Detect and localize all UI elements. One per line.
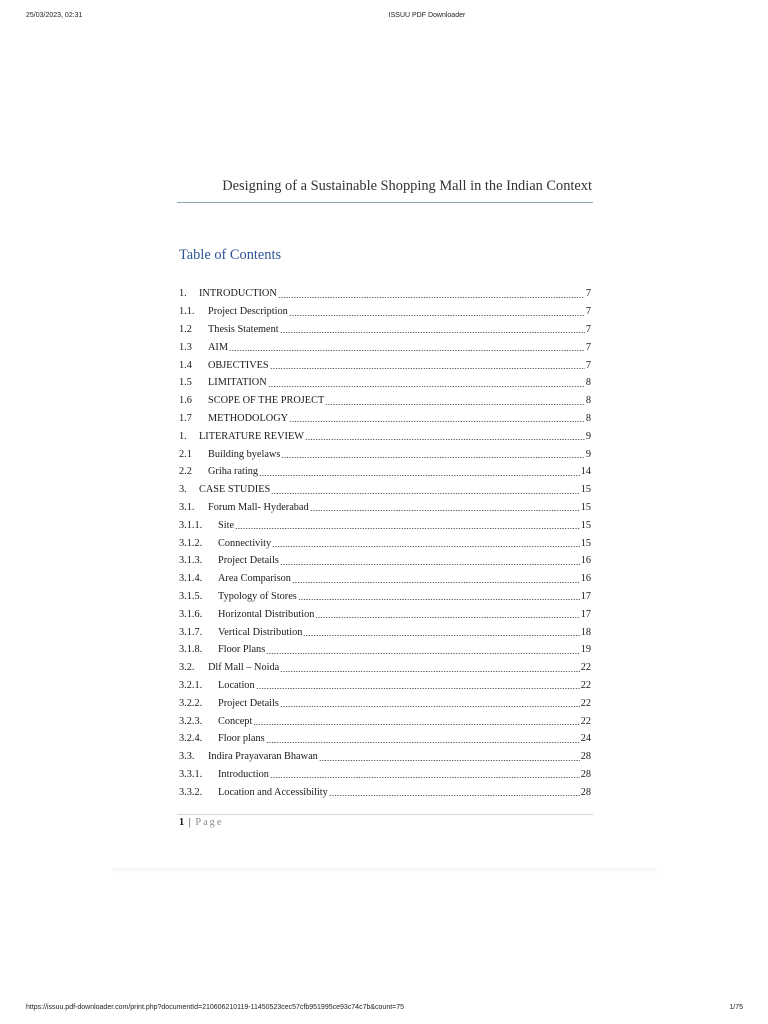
toc-entry-label: Project Details bbox=[218, 697, 279, 709]
toc-dot-leader bbox=[315, 610, 579, 620]
toc-dot-leader bbox=[266, 646, 580, 656]
toc-dot-leader bbox=[229, 343, 585, 353]
toc-entry-number: 3.1.4. bbox=[179, 573, 203, 585]
toc-entry-page: 9 bbox=[585, 430, 591, 442]
toc-entry-number: 3.2.2. bbox=[179, 697, 203, 709]
toc-entry-page: 15 bbox=[580, 537, 591, 549]
toc-entry[interactable] bbox=[179, 552, 591, 570]
toc-entry[interactable] bbox=[179, 285, 591, 303]
toc-entry[interactable] bbox=[179, 356, 591, 374]
toc-entry[interactable] bbox=[179, 712, 591, 730]
toc-entry-number: 3.1.1. bbox=[179, 519, 203, 531]
toc-entry[interactable] bbox=[179, 410, 591, 428]
table-of-contents bbox=[179, 285, 591, 801]
toc-entry[interactable] bbox=[179, 303, 591, 321]
print-url: https://issuu.pdf-downloader.com/print.php?documentId=210606210119-11450523cec57cfb951995ce93c74c7b&count=75 bbox=[26, 1004, 405, 1011]
toc-entry-number: 1.5 bbox=[179, 377, 192, 389]
toc-entry[interactable] bbox=[179, 463, 591, 481]
toc-entry-label: Area Comparison bbox=[218, 573, 291, 585]
toc-dot-leader bbox=[305, 432, 585, 442]
print-page-count: 1/75 bbox=[729, 1004, 743, 1011]
toc-dot-leader bbox=[325, 397, 585, 407]
toc-entry-page: 7 bbox=[585, 306, 591, 318]
toc-entry-page: 22 bbox=[580, 715, 591, 727]
toc-entry[interactable] bbox=[179, 641, 591, 659]
toc-entry-label: Site bbox=[218, 519, 235, 531]
toc-dot-leader bbox=[289, 308, 585, 318]
toc-entry-number: 1.4 bbox=[179, 359, 192, 371]
toc-entry-label: Building byelaws bbox=[208, 448, 281, 460]
toc-entry-page: 22 bbox=[580, 697, 591, 709]
toc-entry-label: INTRODUCTION bbox=[199, 288, 277, 300]
toc-dot-leader bbox=[281, 450, 584, 460]
toc-entry-number: 3.3.1. bbox=[179, 768, 203, 780]
toc-entry[interactable] bbox=[179, 445, 591, 463]
toc-entry-number: 2.1 bbox=[179, 448, 192, 460]
toc-entry-label: Location bbox=[218, 679, 255, 691]
toc-entry-label: Horizontal Distribution bbox=[218, 608, 315, 620]
toc-entry-number: 3.2.1. bbox=[179, 679, 203, 691]
toc-dot-leader bbox=[259, 468, 580, 478]
toc-dot-leader bbox=[278, 290, 585, 300]
toc-entry-page: 17 bbox=[580, 608, 591, 620]
toc-entry-page: 8 bbox=[585, 377, 591, 389]
toc-entry-number: 3.1.7. bbox=[179, 626, 203, 638]
toc-entry-label: Vertical Distribution bbox=[218, 626, 303, 638]
document-title: Designing of a Sustainable Shopping Mall in the Indian Context bbox=[222, 178, 592, 194]
toc-entry-number: 3.1.8. bbox=[179, 644, 203, 656]
title-divider bbox=[177, 202, 593, 203]
toc-entry-label: Indira Prayavaran Bhawan bbox=[208, 751, 318, 763]
toc-dot-leader bbox=[303, 628, 579, 638]
toc-dot-leader bbox=[280, 664, 579, 674]
toc-entry[interactable] bbox=[179, 534, 591, 552]
toc-entry[interactable] bbox=[179, 783, 591, 801]
toc-entry-number: 3.3.2. bbox=[179, 786, 203, 798]
toc-entry-number: 3.1. bbox=[179, 501, 195, 513]
toc-dot-leader bbox=[256, 681, 580, 691]
toc-entry[interactable] bbox=[179, 730, 591, 748]
toc-entry[interactable] bbox=[179, 623, 591, 641]
toc-entry[interactable] bbox=[179, 570, 591, 588]
toc-entry-number: 2.2 bbox=[179, 466, 192, 478]
toc-entry-label: LIMITATION bbox=[208, 377, 267, 389]
toc-dot-leader bbox=[235, 521, 580, 531]
toc-entry[interactable] bbox=[179, 516, 591, 534]
toc-entry-page: 22 bbox=[580, 679, 591, 691]
toc-dot-leader bbox=[329, 788, 580, 798]
toc-entry-label: LITERATURE REVIEW bbox=[199, 430, 304, 442]
toc-entry[interactable] bbox=[179, 766, 591, 784]
toc-dot-leader bbox=[280, 557, 580, 567]
toc-entry-number: 1.2 bbox=[179, 323, 192, 335]
print-site-title: ISSUU PDF Downloader bbox=[388, 12, 466, 19]
toc-entry-number: 1.7 bbox=[179, 412, 192, 424]
toc-entry-page: 22 bbox=[580, 662, 591, 674]
toc-entry[interactable] bbox=[179, 338, 591, 356]
toc-dot-leader bbox=[271, 486, 579, 496]
toc-entry-label: Introduction bbox=[218, 768, 269, 780]
toc-entry-label: Location and Accessibility bbox=[218, 786, 328, 798]
page-number: 1 bbox=[179, 817, 185, 828]
toc-entry[interactable] bbox=[179, 677, 591, 695]
toc-entry-label: OBJECTIVES bbox=[208, 359, 269, 371]
toc-entry[interactable] bbox=[179, 427, 591, 445]
toc-dot-leader bbox=[272, 539, 580, 549]
toc-entry-number: 1. bbox=[179, 288, 187, 300]
toc-dot-leader bbox=[319, 753, 580, 763]
toc-entry-page: 7 bbox=[585, 341, 591, 353]
page-footer-separator: | bbox=[188, 817, 191, 828]
toc-entry-number: 3.1.3. bbox=[179, 555, 203, 567]
toc-entry[interactable] bbox=[179, 499, 591, 517]
toc-dot-leader bbox=[298, 592, 580, 602]
page-edge-shadow bbox=[112, 868, 657, 874]
toc-entry-number: 3.2. bbox=[179, 662, 195, 674]
toc-entry[interactable] bbox=[179, 605, 591, 623]
toc-entry-page: 24 bbox=[580, 733, 591, 745]
toc-entry-page: 28 bbox=[580, 751, 591, 763]
toc-entry-label: Connectivity bbox=[218, 537, 272, 549]
toc-entry-page: 16 bbox=[580, 573, 591, 585]
toc-entry-page: 7 bbox=[585, 288, 591, 300]
toc-entry-page: 8 bbox=[585, 412, 591, 424]
toc-entry-page: 28 bbox=[580, 786, 591, 798]
toc-dot-leader bbox=[289, 414, 585, 424]
toc-entry-label: AIM bbox=[208, 341, 229, 353]
toc-entry-label: Griha rating bbox=[208, 466, 259, 478]
toc-entry-page: 15 bbox=[580, 519, 591, 531]
toc-entry-number: 3.2.3. bbox=[179, 715, 203, 727]
toc-entry-page: 14 bbox=[580, 466, 591, 478]
toc-dot-leader bbox=[266, 735, 580, 745]
toc-entry-label: Dlf Mall – Noida bbox=[208, 662, 280, 674]
toc-entry[interactable] bbox=[179, 748, 591, 766]
toc-entry-page: 9 bbox=[585, 448, 591, 460]
toc-entry-number: 3.3. bbox=[179, 751, 195, 763]
toc-dot-leader bbox=[253, 717, 579, 727]
toc-entry-page: 28 bbox=[580, 768, 591, 780]
toc-dot-leader bbox=[270, 361, 585, 371]
toc-dot-leader bbox=[280, 699, 580, 709]
toc-entry-number: 3.2.4. bbox=[179, 733, 203, 745]
toc-entry-number: 1.3 bbox=[179, 341, 192, 353]
toc-entry-number: 3. bbox=[179, 484, 187, 496]
toc-dot-leader bbox=[310, 503, 580, 513]
toc-dot-leader bbox=[292, 575, 580, 585]
toc-entry-label: Project Description bbox=[208, 306, 288, 318]
toc-entry-label: SCOPE OF THE PROJECT bbox=[208, 395, 325, 407]
toc-entry[interactable] bbox=[179, 694, 591, 712]
toc-entry-page: 7 bbox=[585, 359, 591, 371]
toc-entry-label: Concept bbox=[218, 715, 253, 727]
toc-dot-leader bbox=[270, 770, 580, 780]
toc-entry-number: 3.1.5. bbox=[179, 590, 203, 602]
toc-entry-label: Floor plans bbox=[218, 733, 265, 745]
toc-entry-page: 15 bbox=[580, 484, 591, 496]
print-datetime: 25/03/2023, 02:31 bbox=[26, 12, 83, 19]
page-footer-label: Page bbox=[195, 817, 224, 828]
toc-entry-page: 19 bbox=[580, 644, 591, 656]
toc-entry-number: 1.6 bbox=[179, 395, 192, 407]
toc-entry[interactable] bbox=[179, 374, 591, 392]
toc-entry-number: 3.1.2. bbox=[179, 537, 203, 549]
toc-entry-number: 1.1. bbox=[179, 306, 195, 318]
toc-entry-label: Thesis Statement bbox=[208, 323, 279, 335]
toc-entry-label: Floor Plans bbox=[218, 644, 266, 656]
toc-entry-page: 8 bbox=[585, 395, 591, 407]
toc-heading: Table of Contents bbox=[179, 247, 282, 263]
page-footer bbox=[179, 817, 223, 828]
toc-entry-page: 18 bbox=[580, 626, 591, 638]
page-footer-divider bbox=[177, 814, 593, 815]
toc-entry[interactable] bbox=[179, 481, 591, 499]
toc-entry-number: 3.1.6. bbox=[179, 608, 203, 620]
toc-entry-number: 1. bbox=[179, 430, 187, 442]
toc-entry-page: 17 bbox=[580, 590, 591, 602]
toc-entry[interactable] bbox=[179, 588, 591, 606]
toc-entry-label: Project Details bbox=[218, 555, 279, 567]
toc-entry-label: Typology of Stores bbox=[218, 590, 297, 602]
toc-entry-page: 7 bbox=[585, 323, 591, 335]
toc-entry-label: CASE STUDIES bbox=[199, 484, 271, 496]
toc-dot-leader bbox=[268, 379, 585, 389]
toc-entry-page: 15 bbox=[580, 501, 591, 513]
toc-dot-leader bbox=[280, 325, 585, 335]
toc-entry-page: 16 bbox=[580, 555, 591, 567]
toc-entry[interactable] bbox=[179, 392, 591, 410]
toc-entry[interactable] bbox=[179, 659, 591, 677]
toc-entry-label: METHODOLOGY bbox=[208, 412, 289, 424]
toc-entry[interactable] bbox=[179, 321, 591, 339]
toc-entry-label: Forum Mall- Hyderabad bbox=[208, 501, 309, 513]
